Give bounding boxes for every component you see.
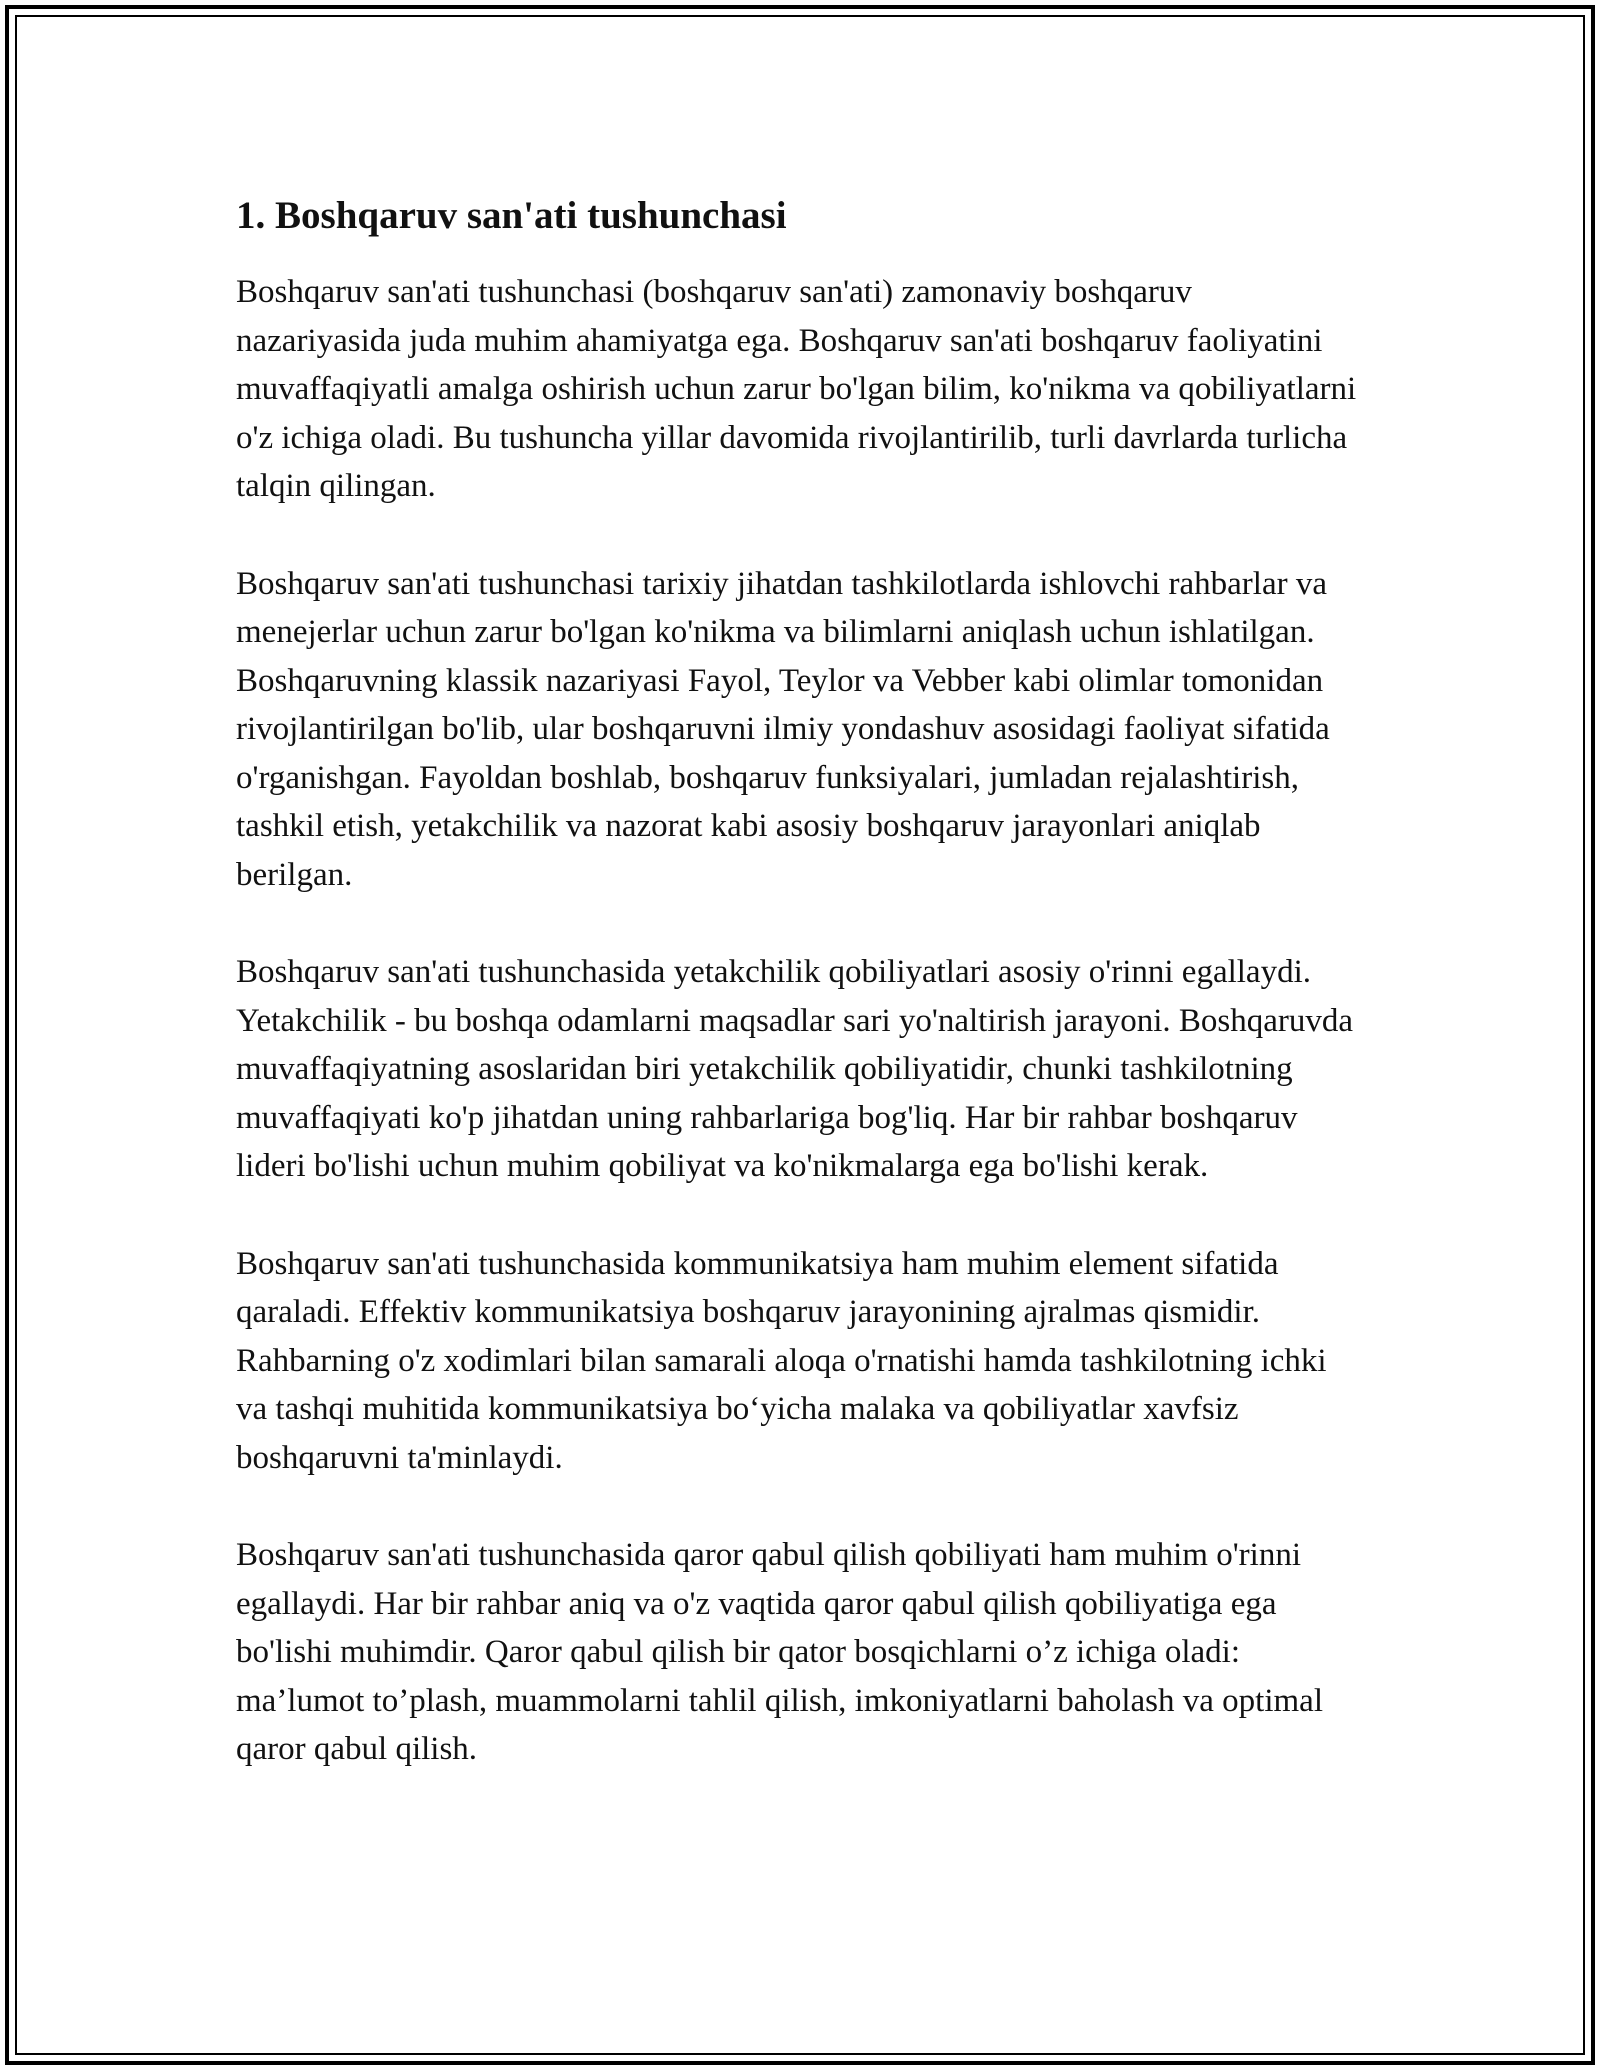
paragraph-5: Boshqaruv san'ati tushunchasida qaror qabul qilish qobiliyati ham muhim o'rinni egallaydi. Har bir rahbar aniq va o'z vaqtida qaror qabul qilish qobiliyatiga ega bo'lishi muhimdir. Qaror qabul qilish bir qator bosqichlarni o’z ichiga oladi: ma’lumot to’plash, muammolarni tahlil qilish, imkoniyatlarni baholash va optimal qaror qabul qilish. xyxy=(236,1537,1323,1767)
paragraph-2: Boshqaruv san'ati tushunchasi tarixiy jihatdan tashkilotlarda ishlovchi rahbarlar va menejerlar uchun zarur bo'lgan ko'nikma va bilimlarni aniqlash uchun ishlatilgan. Boshqaruvning klassik nazariyasi Fayol, Teylor va Vebber kabi olimlar tomonidan rivojlantirilgan bo'lib, ular boshqaruvni ilmiy yondashuv asosidagi faoliyat sifatida o'rganishgan. Fayoldan boshlab, boshqaruv funksiyalari, jumladan rejalashtirish, tashkil etish, yetakchilik va nazorat kabi asosiy boshqaruv jarayonlari aniqlab berilgan. xyxy=(236,565,1330,893)
section-title: 1. Boshqaruv san'ati tushunchasi xyxy=(236,194,787,237)
document-body xyxy=(236,180,1360,1823)
paragraph-4: Boshqaruv san'ati tushunchasida kommunikatsiya ham muhim element sifatida qaraladi. Effektiv kommunikatsiya boshqaruv jarayonining ajralmas qismidir. Rahbarning o'z xodimlari bilan samarali aloqa o'rnatishi hamda tashkilotning ichki va tashqi muhitida kommunikatsiya bo‘yicha malaka va qobiliyatlar xavfsiz boshqaruvni ta'minlaydi. xyxy=(236,1245,1327,1476)
paragraph-1: Boshqaruv san'ati tushunchasi (boshqaruv san'ati) zamonaviy boshqaruv nazariyasida juda muhim ahamiyatga ega. Boshqaruv san'ati boshqaruv faoliyatini muvaffaqiyatli amalga oshirish uchun zarur bo'lgan bilim, ko'nikma va qobiliyatlarni o'z ichiga oladi. Bu tushuncha yillar davomida rivojlantirilib, turli davrlarda turlicha talqin qilingan. xyxy=(236,274,1357,504)
paragraph-3: Boshqaruv san'ati tushunchasida yetakchilik qobiliyatlari asosiy o'rinni egallaydi. Yetakchilik - bu boshqa odamlarni maqsadlar sari yo'naltirish jarayoni. Boshqaruvda muvaffaqiyatning asoslaridan biri yetakchilik qobiliyatidir, chunki tashkilotning muvaffaqiyati ko'p jihatdan uning rahbarlariga bog'liq. Har bir rahbar boshqaruv lideri bo'lishi uchun muhim qobiliyat va ko'nikmalarga ega bo'lishi kerak. xyxy=(236,954,1354,1184)
